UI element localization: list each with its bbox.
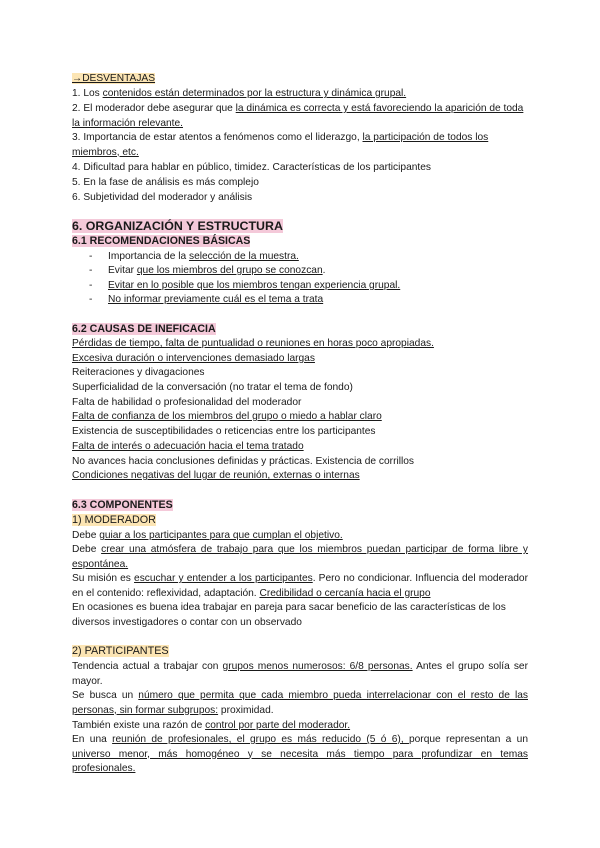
participantes-paragraph: Tendencia actual a trabajar con grupos menos numerosos: 6/8 personas. Antes el grupo solía ser mayor. <box>72 661 528 687</box>
causa-line: Falta de interés o adecuación hacia el tema tratado <box>72 441 304 452</box>
section-title-organizacion: 6. ORGANIZACIÓN Y ESTRUCTURA <box>72 219 283 233</box>
causa-line: Condiciones negativas del lugar de reunión, externas o internas <box>72 470 360 481</box>
desventajas-item-5: 5. En la fase de análisis es más complejo <box>72 177 259 188</box>
participantes-paragraph: En una reunión de profesionales, el grupo es más reducido (5 ó 6), porque representan a un universo menor, más homogéneo y se necesita más tiempo para profundizar en temas profesionales. <box>72 734 528 775</box>
causa-line: Falta de confianza de los miembros del grupo o miedo a hablar claro <box>72 411 382 422</box>
causa-line: Reiteraciones y divagaciones <box>72 367 205 378</box>
bullet-item: - No informar previamente cuál es el tema a trata <box>89 294 324 305</box>
causa-line: Existencia de susceptibilidades o reticencias entre los participantes <box>72 426 376 437</box>
desventajas-heading: →DESVENTAJAS <box>72 73 156 84</box>
causa-line: Falta de habilidad o profesionalidad del moderador <box>72 397 302 408</box>
subsection-title-causas: 6.2 CAUSAS DE INEFICACIA <box>72 323 216 335</box>
causa-line: No avances hacia conclusiones definidas y prácticas. Existencia de corrillos <box>72 456 415 467</box>
desventajas-item-6: 6. Subjetividad del moderador y análisis <box>72 192 253 203</box>
moderador-paragraph: Debe guiar a los participantes para que cumplan el objetivo. <box>72 530 343 541</box>
causa-line: Excesiva duración o intervenciones demasiado largas <box>72 353 315 364</box>
desventajas-item-2: 2. El moderador debe asegurar que la dinámica es correcta y está favoreciendo la aparición de toda la información relevante. <box>72 103 524 129</box>
moderador-paragraph: En ocasiones es buena idea trabajar en pareja para sacar beneficio de las características de los diversos investigadores o contar con un observado <box>72 602 506 628</box>
desventajas-item-3: 3. Importancia de estar atentos a fenómenos como el liderazgo, la participación de todos los miembros, etc. <box>72 132 489 158</box>
desventajas-item-4: 4. Dificultad para hablar en público, timidez. Características de los participantes <box>72 162 432 173</box>
bullet-item: - Evitar que los miembros del grupo se conozcan. <box>89 265 326 276</box>
subsection-title-componentes: 6.3 COMPONENTES <box>72 499 173 511</box>
participantes-paragraph: Se busca un número que permita que cada miembro pueda interrelacionar con el resto de las personas, sin formar subgrupos: proximidad. <box>72 690 528 716</box>
moderador-paragraph: Debe crear una atmósfera de trabajo para que los miembros puedan participar de forma libre y espontánea. <box>72 544 529 570</box>
moderador-paragraph: Su misión es escuchar y entender a los participantes. Pero no condicionar. Influencia del moderador en el contenido: reflexividad, adaptación. Credibilidad o cercanía hacia el grupo <box>72 573 528 599</box>
causa-line: Superficialidad de la conversación (no tratar el tema de fondo) <box>72 382 353 393</box>
bullet-item: - Evitar en lo posible que los miembros tengan experiencia grupal. <box>89 280 401 291</box>
bullet-item: - Importancia de la selección de la muestra. <box>89 251 299 262</box>
moderador-title: 1) MODERADOR <box>72 514 156 526</box>
desventajas-item-1: 1. Los contenidos están determinados por la estructura y dinámica grupal. <box>72 88 407 99</box>
causa-line: Pérdidas de tiempo, falta de puntualidad o reuniones en horas poco apropiadas. <box>72 338 434 349</box>
participantes-title: 2) PARTICIPANTES <box>72 645 169 657</box>
subsection-title-recomendaciones: 6.1 RECOMENDACIONES BÁSICAS <box>72 235 251 247</box>
participantes-paragraph: También existe una razón de control por parte del moderador. <box>72 720 351 731</box>
